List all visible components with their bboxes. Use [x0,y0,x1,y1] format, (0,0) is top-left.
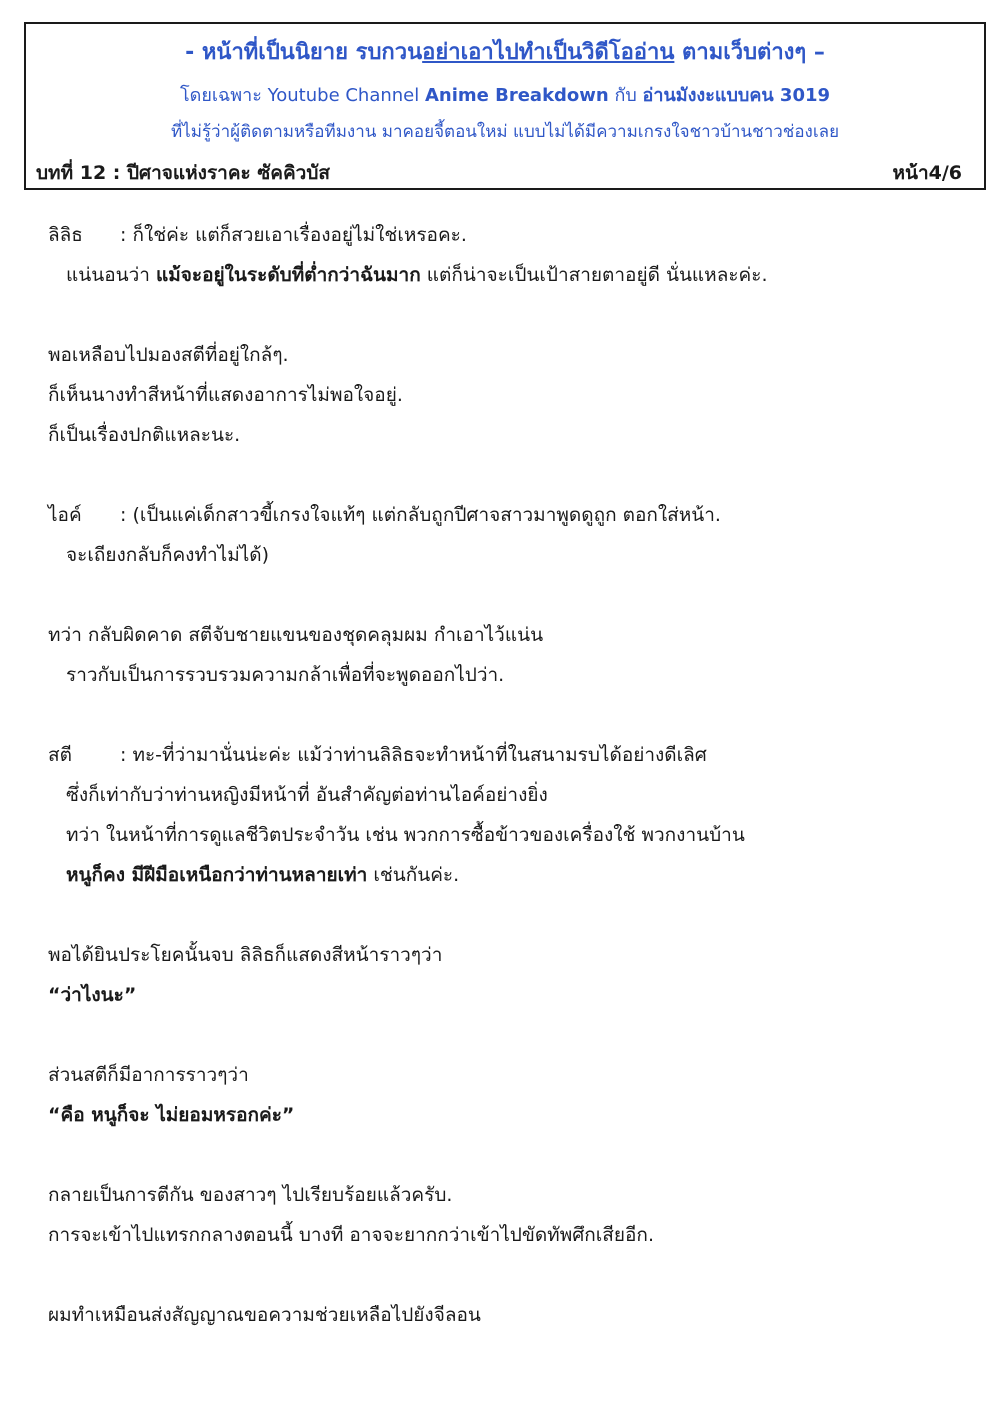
header-note-line: ที่ไม่รู้ว่าผู้ติดตามหรือทีมงาน มาคอยจี้ตอนใหม่ แบบไม่ได้มีความเกรงใจชาวบ้านชาวช่องเลย [170,122,840,142]
header-warning-underlined: อย่าเอาไปทำเป็นวิดีโออ่าน [422,40,675,65]
paragraph-line: ทว่า กลับผิดคาด สตีจับชายแขนของชุดคลุมผม กำเอาไว้แน่น [48,624,544,646]
header-channels-part1: โดยเฉพาะ Youtube Channel [179,85,425,106]
dialogue-text: : ก็ใช่ค่ะ แต่ก็สวยเอาเรื่องอยู่ไม่ใช่เหรอคะ. [120,224,467,246]
speaker-name: ลิลิธ [48,224,83,246]
chapter-title: บทที่ 12 : ปีศาจแห่งราคะ ซัคคิวบัส [36,162,331,184]
paragraph-line: การจะเข้าไปแทรกกลางตอนนี้ บางที อาจจะยากกว่าเข้าไปขัดทัพศึกเสียอีก. [48,1224,654,1246]
header-warning-part2: ตามเว็บต่างๆ – [674,40,825,65]
header-channel-name-2: อ่านมังงะแบบคน 3019 [642,85,831,106]
header-channels-line [26,80,984,109]
speaker-name: ไอค์ [48,504,82,526]
header-box [24,22,986,190]
header-channel-name-1: Anime Breakdown [424,85,609,106]
header-warning-line [26,34,984,69]
quote-line [48,1100,294,1130]
paragraph-line [48,220,467,250]
dialogue-text: : (เป็นแค่เด็กสาวขี้เกรงใจแท้ๆ แต่กลับถูกปีศาจสาวมาพูดดูถูก ตอกใส่หน้า. [120,504,721,526]
paragraph-line: ซึ่งก็เท่ากับว่าท่านหญิงมีหน้าที่ อันสำคัญต่อท่านไอค์อย่างยิ่ง [66,784,548,806]
paragraph-line [66,260,768,290]
paragraph-line [66,860,459,890]
dialogue-text: แน่นอนว่า [66,264,156,286]
paragraph-line [48,740,707,770]
paragraph-line: กลายเป็นการตีกัน ของสาวๆ ไปเรียบร้อยแล้วครับ. [48,1184,453,1206]
paragraph-line [48,500,721,530]
paragraph-line: ส่วนสตีก็มีอาการราวๆว่า [48,1064,249,1086]
emphasis-quote: “ว่าไงนะ” [48,984,137,1006]
header-channels-part2: กับ [608,85,643,106]
paragraph-line: จะเถียงกลับก็คงทำไม่ได้) [66,544,270,566]
paragraph-line: พอได้ยินประโยคนั้นจบ ลิลิธก็แสดงสีหน้าราวๆว่า [48,944,443,966]
emphasis-text: แม้จะอยู่ในระดับที่ต่ำกว่าฉันมาก [156,264,421,286]
emphasis-text: หนูก็คง มีฝีมือเหนือกว่าท่านหลายเท่า [66,864,368,886]
paragraph-line: ราวกับเป็นการรวบรวมความกล้าเพื่อที่จะพูดออกไปว่า. [66,664,505,686]
quote-line [48,980,136,1010]
dialogue-text: เช่นกันค่ะ. [367,864,460,886]
emphasis-quote: “คือ หนูก็จะ ไม่ยอมหรอกค่ะ” [48,1104,295,1126]
paragraph-line: ก็เห็นนางทำสีหน้าที่แสดงอาการไม่พอใจอยู่. [48,384,403,406]
header-warning-part1: - หน้าที่เป็นนิยาย รบกวน [185,40,423,65]
page-number: หน้า4/6 [892,162,962,184]
dialogue-text: แต่ก็น่าจะเป็นเป้าสายตาอยู่ดี นั่นแหละค่ะ. [420,264,768,286]
speaker-name: สตี [48,744,72,766]
paragraph-line: ผมทำเหมือนส่งสัญญาณขอความช่วยเหลือไปยังจีลอน [48,1304,481,1326]
paragraph-line: ก็เป็นเรื่องปกติแหละนะ. [48,424,241,446]
dialogue-text: : ทะ-ที่ว่ามานั่นน่ะค่ะ แม้ว่าท่านลิลิธจะทำหน้าที่ในสนามรบได้อย่างดีเลิศ [120,744,707,766]
paragraph-line: ทว่า ในหน้าที่การดูแลชีวิตประจำวัน เช่น พวกการซื้อข้าวของเครื่องใช้ พวกงานบ้าน [66,824,745,846]
paragraph-line: พอเหลือบไปมองสตีที่อยู่ใกล้ๆ. [48,344,289,366]
